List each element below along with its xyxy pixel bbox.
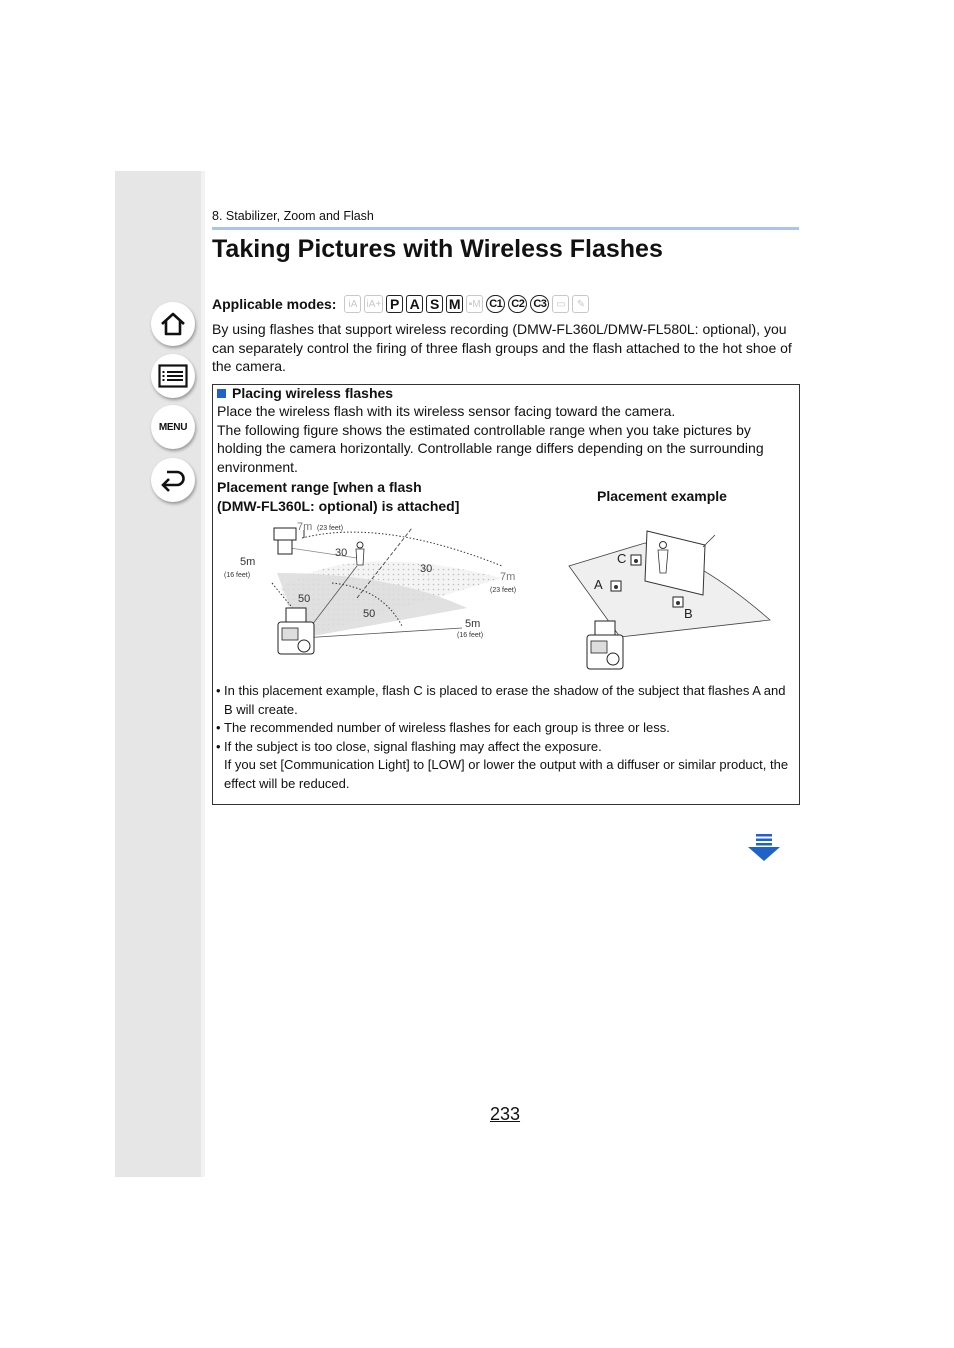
mode-c1-icon: C1 bbox=[486, 295, 505, 313]
intro-text: By using flashes that support wireless recording (DMW-FL360L/DMW-FL580L: optional), you can separately control the firing of three flash groups and the flash attached to the hot shoe of the camera. bbox=[212, 321, 792, 374]
angle-30-right: 30 bbox=[420, 563, 433, 575]
menu-label: MENU bbox=[158, 421, 188, 433]
wireless-flash-icon bbox=[274, 528, 296, 554]
distance-16ft-bottom: (16 feet) bbox=[457, 632, 484, 639]
list-item-continuation: If you set [Communication Light] to [LOW] or lower the output with a diffuser or similar product, the effect will be reduced. bbox=[224, 757, 789, 791]
home-icon bbox=[159, 310, 187, 338]
panorama-icon: ▭ bbox=[552, 295, 569, 313]
modes-label: Applicable modes: bbox=[212, 296, 337, 312]
box-heading bbox=[217, 385, 393, 401]
angle-50-right: 50 bbox=[363, 608, 376, 620]
section-label: 8. Stabilizer, Zoom and Flash bbox=[212, 209, 374, 223]
list-item: • The recommended number of wireless flashes for each group is three or less. bbox=[217, 719, 797, 738]
list-item bbox=[217, 738, 797, 794]
left-figure-title bbox=[217, 478, 517, 516]
mode-s-icon: S bbox=[426, 295, 443, 313]
box-paragraph bbox=[217, 402, 797, 476]
angle-30-left: 30 bbox=[335, 547, 348, 559]
distance-5m-left: 5m bbox=[240, 556, 256, 568]
distance-23ft-top: (23 feet) bbox=[317, 525, 344, 532]
mode-c3-icon: C3 bbox=[530, 295, 549, 313]
box-heading-text: Placing wireless flashes bbox=[232, 385, 394, 401]
page-title: Taking Pictures with Wireless Flashes bbox=[212, 235, 663, 263]
distance-23ft-right: (23 feet) bbox=[490, 587, 517, 594]
label-a: A bbox=[594, 577, 603, 592]
distance-7m-top: 7m bbox=[297, 521, 313, 533]
left-figure-title-1: Placement range [when a flash bbox=[217, 479, 422, 495]
box-paragraph-2: The following figure shows the estimated controllable range when you take pictures by holding the camera horizontally. Controllable range differs depending on the surrounding environment. bbox=[217, 421, 764, 475]
flash-a-icon bbox=[611, 581, 621, 591]
contents-button[interactable] bbox=[151, 354, 195, 398]
return-icon bbox=[159, 467, 187, 493]
creative-video-icon: ▪M bbox=[466, 295, 483, 313]
subject-figure-example bbox=[658, 542, 668, 574]
list-item-text: If the subject is too close, signal flashing may affect the exposure. bbox=[224, 738, 602, 754]
next-page-arrow-icon[interactable] bbox=[747, 834, 781, 862]
right-figure-title: Placement example bbox=[597, 488, 727, 504]
applicable-modes bbox=[212, 293, 592, 315]
placement-range-diagram bbox=[222, 518, 532, 682]
notes-list bbox=[217, 682, 797, 793]
square-bullet-icon bbox=[217, 389, 226, 398]
label-b: B bbox=[684, 606, 693, 621]
sidebar-edge bbox=[201, 171, 205, 1177]
mode-a-icon: A bbox=[406, 295, 423, 313]
intelligent-auto-plus-icon: iA+ bbox=[364, 295, 383, 313]
subject-figure bbox=[356, 542, 364, 565]
info-box bbox=[212, 384, 800, 805]
header-rule bbox=[212, 227, 799, 230]
intelligent-auto-icon: iA bbox=[344, 295, 361, 313]
mode-m-icon: M bbox=[446, 295, 463, 313]
distance-7m-right: 7m bbox=[500, 571, 516, 583]
box-paragraph-1: Place the wireless flash with its wireless sensor facing toward the camera. bbox=[217, 403, 676, 419]
flash-c-icon bbox=[631, 555, 641, 565]
list-icon bbox=[158, 364, 188, 388]
page-number: 233 bbox=[490, 1104, 521, 1124]
left-figure-title-2: (DMW-FL360L: optional) is attached] bbox=[217, 498, 460, 514]
distance-16ft-left: (16 feet) bbox=[224, 572, 251, 579]
mode-c2-icon: C2 bbox=[508, 295, 527, 313]
back-button[interactable] bbox=[151, 458, 195, 502]
distance-5m-bottom: 5m bbox=[465, 618, 481, 630]
flash-b-icon bbox=[673, 597, 683, 607]
label-c: C bbox=[617, 551, 627, 566]
creative-control-icon: ✎ bbox=[572, 295, 589, 313]
placement-example-diagram bbox=[565, 523, 775, 679]
angle-50-left: 50 bbox=[298, 593, 311, 605]
mode-p-icon: P bbox=[386, 295, 403, 313]
menu-button[interactable] bbox=[151, 405, 195, 449]
list-item: • In this placement example, flash C is placed to erase the shadow of the subject that flashes A and B will create. bbox=[217, 682, 797, 719]
home-button[interactable] bbox=[151, 302, 195, 346]
